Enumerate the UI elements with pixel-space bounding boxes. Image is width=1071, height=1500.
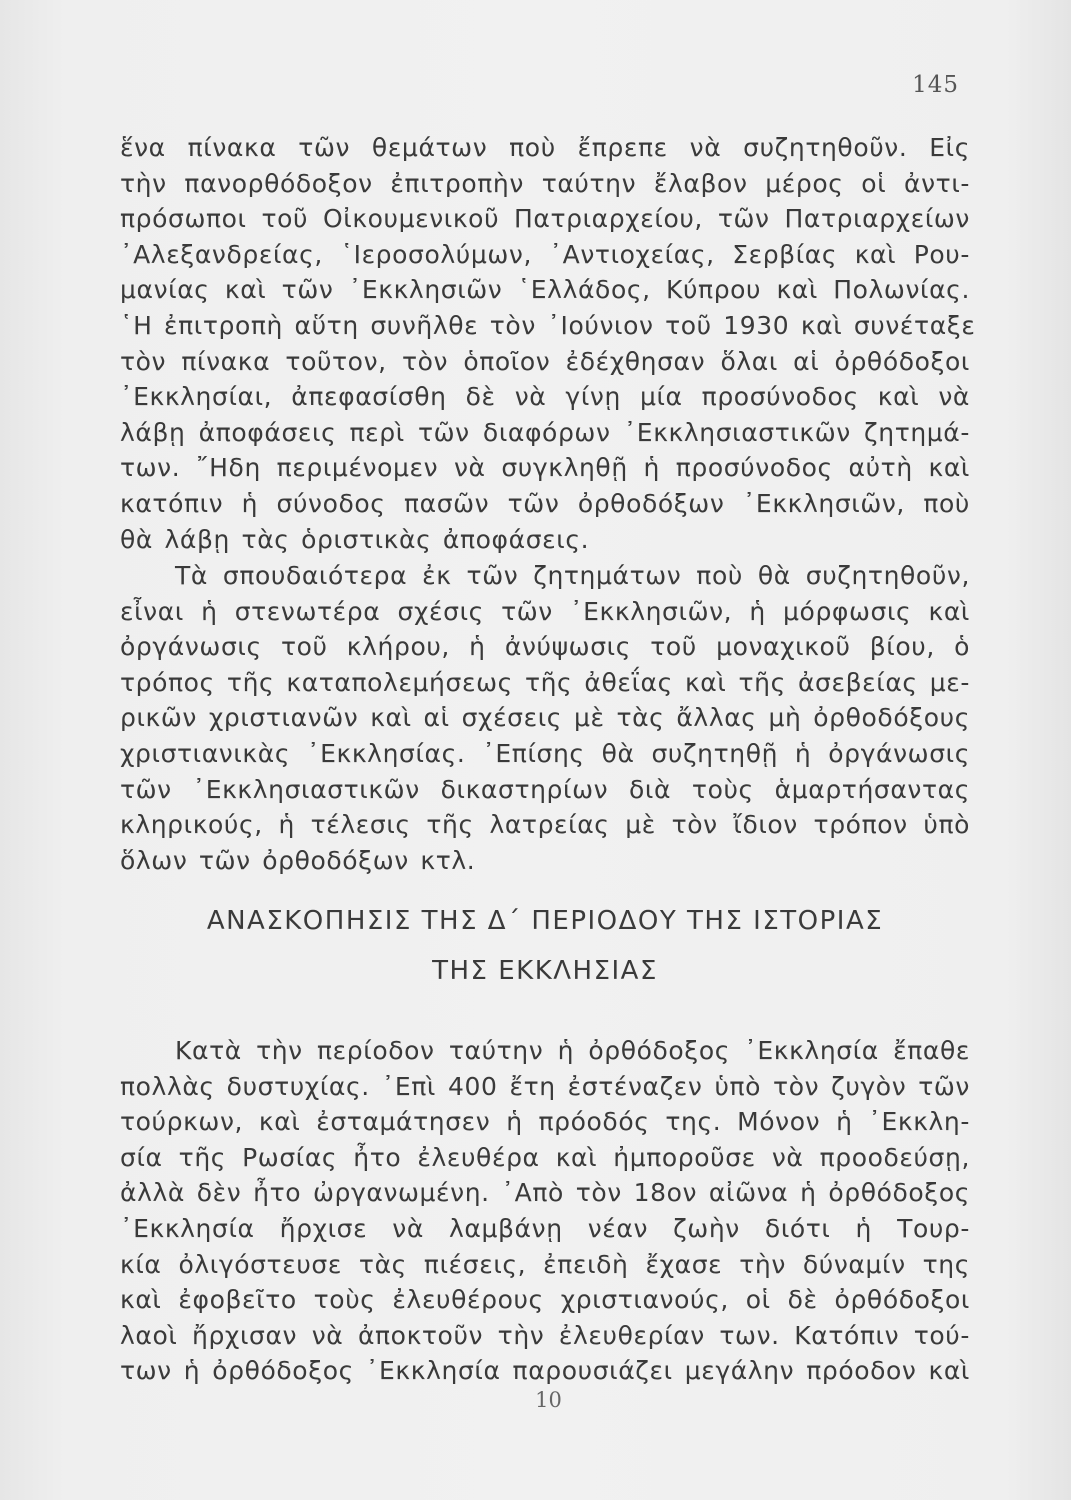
paragraph-period-review (120, 1033, 970, 1389)
text-line: ῾Η ἐπιτροπὴ αὕτη συνῆλθε τὸν ᾿Ιούνιον τοῦ 1930 καὶ συνέταξε (120, 310, 976, 340)
text-line: καὶ ἐφοβεῖτο τοὺς ἐλευθέρους χριστιανούς, οἱ δὲ ὀρθόδοξοι (120, 1285, 970, 1315)
text-line: Κατὰ τὴν περίοδον ταύτην ἡ ὀρθόδοξος ᾿Εκκλησία ἔπαθε (175, 1036, 970, 1065)
text-line: πρόσωποι τοῦ Οἰκουμενικοῦ Πατριαρχείου, τῶν Πατριαρχείων (120, 204, 970, 234)
text-line: τῶν ᾿Εκκλησιαστικῶν δικαστηρίων διὰ τοὺς ἁμαρτήσαντας (120, 774, 970, 804)
text-line: τρόπος τῆς καταπολεμήσεως τῆς ἀθεΐας καὶ τῆς ἀσεβείας με- (120, 667, 970, 697)
text-line: των. ῎Ηδη περιμένομεν νὰ συγκληθῇ ἡ προσύνοδος αὐτὴ καὶ (120, 453, 970, 483)
text-line: λάβῃ ἀποφάσεις περὶ τῶν διαφόρων ᾿Εκκλησιαστικῶν ζητημά- (120, 417, 970, 447)
text-line: εἶναι ἡ στενωτέρα σχέσις τῶν ᾿Εκκλησιῶν, ἡ μόρφωσις καὶ (120, 596, 970, 626)
text-line: κατόπιν ἡ σύνοδος πασῶν τῶν ὀρθοδόξων ᾿Εκκλησιῶν, ποὺ (120, 488, 970, 518)
text-line: χριστιανικὰς ᾿Εκκλησίας. ᾿Επίσης θὰ συζητηθῇ ἡ ὀργάνωσις (120, 738, 970, 768)
section-heading-continued: ΤΗΣ ΕΚΚΛΗΣΙΑΣ (432, 956, 658, 986)
text-line: ἕνα πίνακα τῶν θεμάτων ποὺ ἔπρεπε νὰ συζητηθοῦν. Εἰς (120, 133, 970, 162)
text-line: κληρικούς, ἡ τέλεσις τῆς λατρείας μὲ τὸν ἴδιον τρόπον ὑπὸ (120, 810, 970, 840)
text-line: ᾿Αλεξανδρείας, ῾Ιεροσολύμων, ᾿Αντιοχείας, Σερβίας καὶ Ρου- (120, 239, 970, 269)
text-line: πολλὰς δυστυχίας. ᾿Επὶ 400 ἔτη ἐστέναζεν ὑπὸ τὸν ζυγὸν τῶν (120, 1071, 970, 1101)
text-line: κία ὀλιγόστευσε τὰς πιέσεις, ἐπειδὴ ἔχασε τὴν δύναμίν της (120, 1249, 970, 1279)
section-heading: ΑΝΑΣΚΟΠΗΣΙΣ ΤΗΣ Δ΄ ΠΕΡΙΟΔΟΥ ΤΗΣ ΙΣΤΟΡΙΑΣ (206, 906, 884, 936)
text-line: θὰ λάβῃ τὰς ὁριστικὰς ἀποφάσεις. (120, 524, 590, 554)
text-line: τὸν πίνακα τοῦτον, τὸν ὁποῖον ἐδέχθησαν ὅλαι αἱ ὀρθόδοξοι (120, 346, 970, 376)
page-number: 145 (912, 72, 959, 98)
text-line: ὅλων τῶν ὀρθοδόξων κτλ. (120, 845, 476, 875)
text-line: τούρκων, καὶ ἐσταμάτησεν ἡ πρόοδός της. Μόνον ἡ ᾿Εκκλη- (120, 1107, 970, 1137)
text-line: ὀργάνωσις τοῦ κλήρου, ἡ ἀνύψωσις τοῦ μοναχικοῦ βίου, ὁ (120, 632, 970, 662)
text-line: Τὰ σπουδαιότερα ἐκ τῶν ζητημάτων ποὺ θὰ συζητηθοῦν, (175, 561, 970, 590)
text-line: μανίας καὶ τῶν ᾿Εκκλησιῶν ῾Ελλάδος, Κύπρου καὶ Πολωνίας. (120, 275, 970, 305)
text-line: λαοὶ ἤρχισαν νὰ ἀποκτοῦν τὴν ἐλευθερίαν των. Κατόπιν τού- (120, 1320, 970, 1350)
text-line: ἀλλὰ δὲν ἦτο ὠργανωμένη. ᾿Απὸ τὸν 18ον αἰῶνα ἡ ὀρθόδοξος (120, 1178, 970, 1208)
text-line: ᾿Εκκλησίαι, ἀπεφασίσθη δὲ νὰ γίνῃ μία προσύνοδος καὶ νὰ (120, 382, 970, 412)
printer-signature-mark: 10 (535, 1388, 562, 1412)
text-line: τὴν πανορθόδοξον ἐπιτροπὴν ταύτην ἔλαβον μέρος οἱ ἀντι- (120, 168, 970, 198)
text-line: των ἡ ὀρθόδοξος ᾿Εκκλησία παρουσιάζει μεγάλην πρόοδον καὶ (120, 1356, 970, 1386)
text-line: ρικῶν χριστιανῶν καὶ αἱ σχέσεις μὲ τὰς ἄλλας μὴ ὀρθοδόξους (120, 703, 970, 733)
text-line: σία τῆς Ρωσίας ἦτο ἐλευθέρα καὶ ἠμποροῦσε νὰ προοδεύσῃ, (120, 1142, 970, 1172)
paragraph-pan-orthodox-commission (120, 130, 976, 557)
text-line: ᾿Εκκλησία ἤρχισε νὰ λαμβάνῃ νέαν ζωὴν διότι ἡ Τουρ- (120, 1213, 970, 1243)
paragraph-topics-to-discuss (120, 558, 970, 878)
